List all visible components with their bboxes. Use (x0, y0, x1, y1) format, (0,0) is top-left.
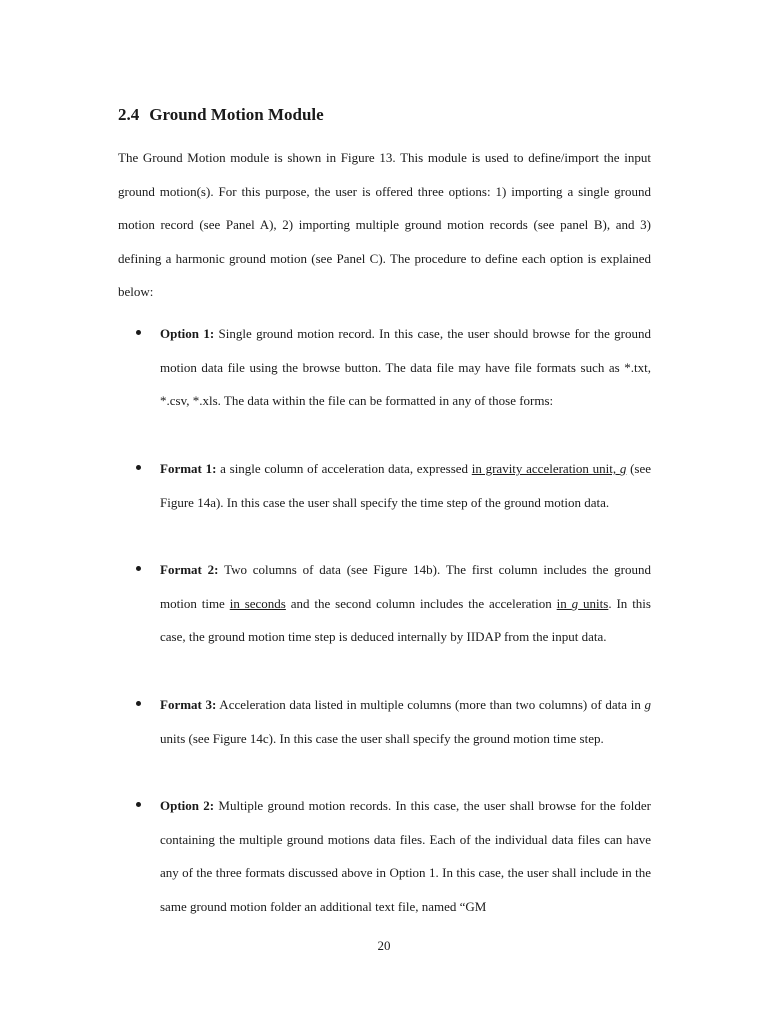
bullet-text: Acceleration data listed in multiple columns (more than two columns) of data in (216, 697, 645, 712)
bullet-option-2 (160, 789, 651, 923)
underlined-text: in gravity acceleration unit, (471, 461, 620, 476)
bullet-dot (136, 566, 141, 571)
italic-g: g (644, 697, 651, 712)
bullet-label: Format 2: (160, 562, 219, 577)
bullet-label: Format 1: (160, 461, 217, 476)
section-number: 2.4 (118, 105, 140, 124)
underlined-g: g (571, 595, 579, 611)
bullet-text: and the second column includes the acceleration (285, 595, 557, 611)
bullet-option-1 (160, 317, 651, 418)
bullet-text: . In this case, the ground motion time step is deduced internally by IIDAP from the input data. (160, 595, 651, 645)
bullet-label: Option 1: (160, 326, 215, 341)
bullet-text: a single column of acceleration data, expressed (216, 461, 472, 476)
bullet-format-3 (160, 688, 651, 755)
section-title: Ground Motion Module (149, 105, 324, 124)
bullet-format-2 (160, 553, 651, 654)
bullet-text: Two columns of data (see Figure 14b). The first column includes the ground motion time (160, 562, 651, 611)
section-heading (118, 105, 324, 125)
bullet-text: Single ground motion record. In this case, the user should browse for the ground motion data file using the browse button. The data file may have file formats such as *.txt, *.csv, *.xls. The data within the file can be formatted in any of those forms: (160, 326, 652, 409)
page-number: 20 (377, 938, 391, 953)
bullet-dot (136, 465, 141, 470)
bullet-text: units (see Figure 14c). In this case the user shall specify the ground motion time step. (160, 730, 604, 746)
bullet-label: Format 3: (160, 697, 217, 712)
intro-paragraph: The Ground Motion module is shown in Figure 13. This module is used to define/import the input ground motion(s). For this purpose, the user is offered three options: 1) importing a single ground motion record (see Panel A), 2) importing multiple ground motion records (see panel B), and 3) defining a harmonic ground motion (see Panel C). The procedure to define each option is explained below: (118, 150, 651, 300)
underlined-g: g (619, 461, 627, 476)
bullet-dot (136, 330, 141, 335)
bullet-text: (see Figure 14a). In this case the user shall specify the time step of the ground motion data. (160, 461, 651, 510)
underlined-text: units (578, 595, 609, 611)
underlined-text: in seconds (229, 595, 286, 611)
bullet-dot (136, 802, 141, 807)
bullet-dot (136, 701, 141, 706)
bullet-format-1 (160, 452, 651, 519)
underlined-text: in (556, 595, 572, 611)
bullet-label: Option 2: (160, 798, 215, 813)
bullet-text: Multiple ground motion records. In this case, the user shall browse for the folder containing the multiple ground motions data files. Each of the individual data files can have any of the three formats discussed above in Option 1. In this case, the user shall include in the same ground motion folder an additional text file, named “GM (160, 798, 652, 914)
